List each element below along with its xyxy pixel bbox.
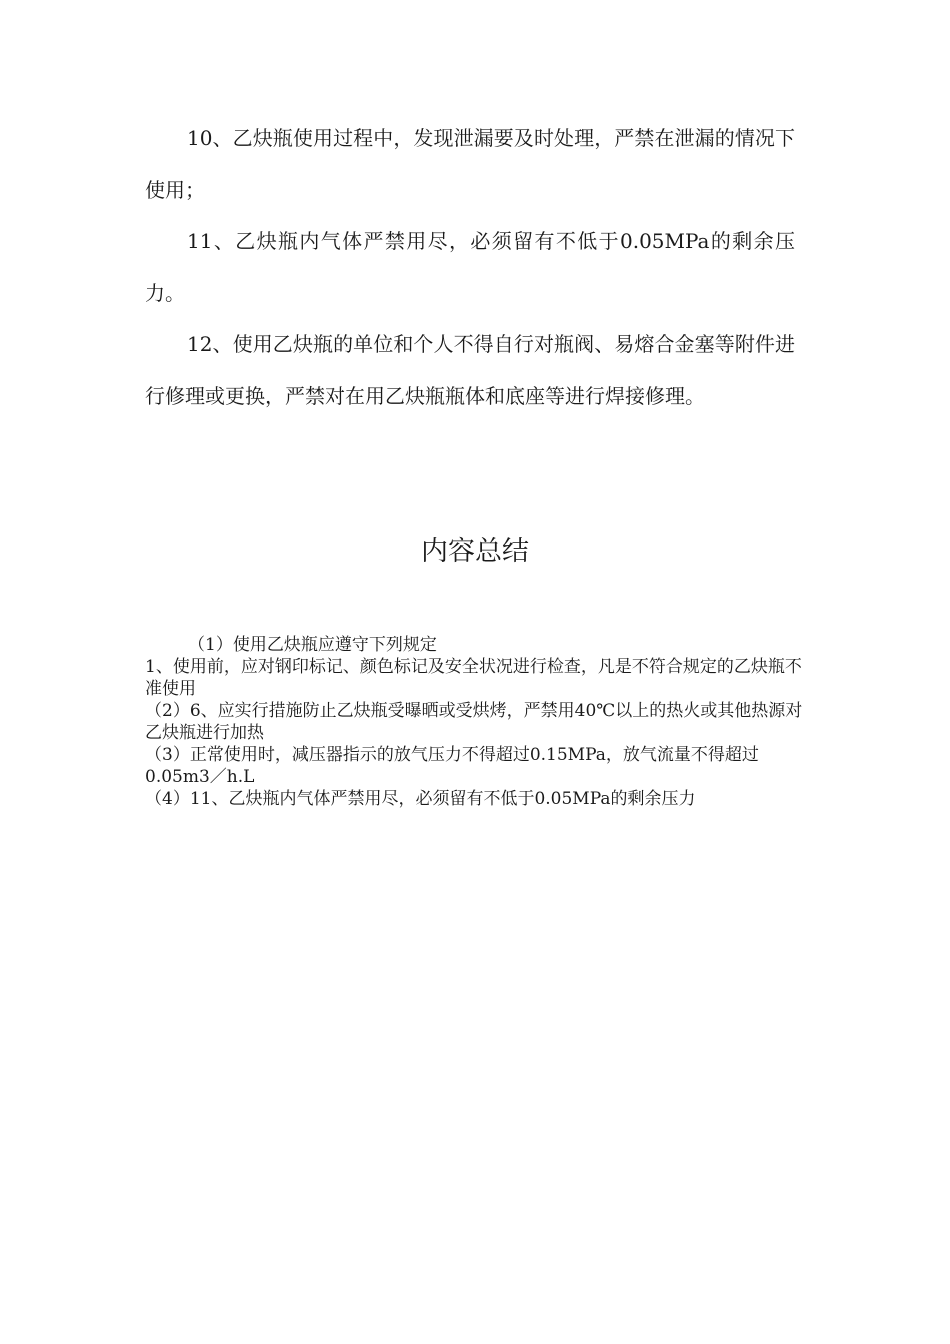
summary-line-1: （1）使用乙炔瓶应遵守下列规定 [188,635,437,655]
summary-title: 内容总结 [421,536,529,567]
summary-line-3: （2）6、应实行措施防止乙炔瓶受曝晒或受烘烤，严禁用40℃以上的热火或其他热源对乙炔瓶进行加热 [145,701,803,743]
paragraph-item-12: 12、使用乙炔瓶的单位和个人不得自行对瓶阀、易熔合金塞等附件进行修理或更换，严禁对在用乙炔瓶瓶体和底座等进行焊接修理。 [145,332,795,408]
paragraph-item-11: 11、乙炔瓶内气体严禁用尽，必须留有不低于0.05MPa的剩余压力。 [145,229,795,305]
summary-line-5: （4）11、乙炔瓶内气体严禁用尽，必须留有不低于0.05MPa的剩余压力 [145,789,696,809]
summary-line-4: （3）正常使用时，减压器指示的放气压力不得超过0.15MPa，放气流量不得超过0.05m3／h.L [145,745,759,787]
summary-line-2: 1、使用前，应对钢印标记、颜色标记及安全状况进行检查，凡是不符合规定的乙炔瓶不准使用 [145,657,802,699]
summary-block [145,634,805,810]
paragraph-item-10: 10、乙炔瓶使用过程中，发现泄漏要及时处理，严禁在泄漏的情况下使用； [145,126,795,202]
